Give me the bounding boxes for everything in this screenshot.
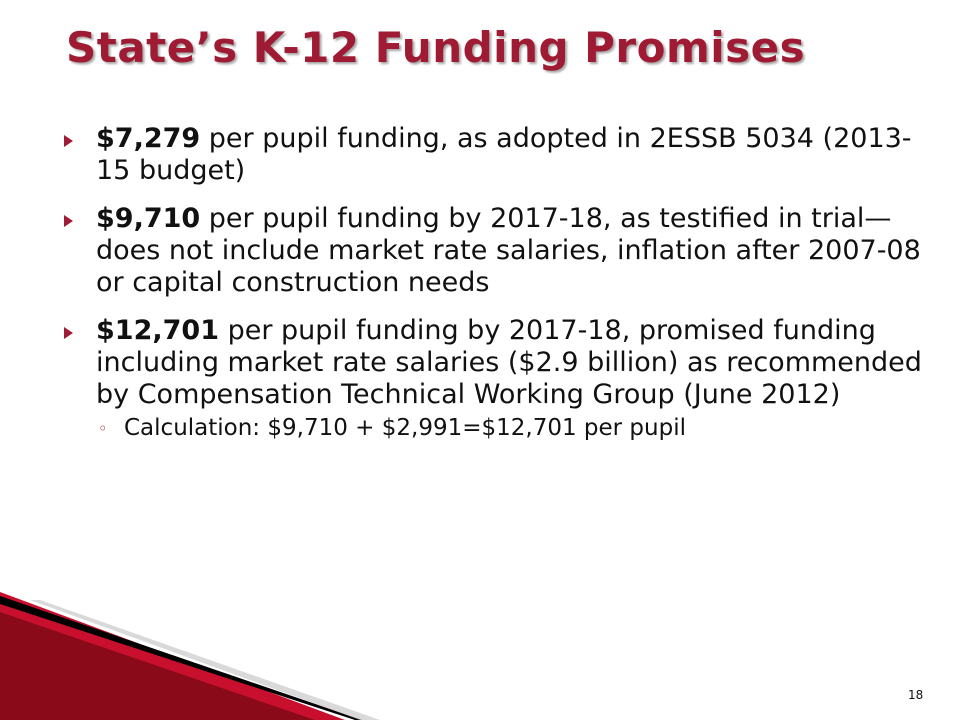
bullet-text: per pupil funding by 2017-18, as testified in trial—does not include market rate salaries, inflation after 2007-08 or capital construction needs: [96, 203, 921, 298]
bullet-list: [64, 123, 924, 459]
bullet-text: per pupil funding, as adopted in 2ESSB 5034 (2013-15 budget): [96, 123, 912, 186]
bullet-amount: $12,701: [96, 315, 219, 346]
sub-bullet-text: Calculation: $9,710 + $2,991=$12,701 per pupil: [124, 415, 686, 441]
slide-title: State’s K-12 Funding Promises: [66, 23, 806, 72]
bullet-item: [64, 315, 924, 443]
bullet-triangle-icon: [64, 135, 73, 147]
slide-number: 18: [908, 688, 924, 702]
sub-bullet-item: [98, 413, 924, 443]
bullet-item: [64, 203, 924, 299]
bullet-text: per pupil funding by 2017-18, promised funding including market rate salaries ($2.9 billion) as recommended by Compensation Technical Working Group (June 2012): [96, 315, 922, 410]
bullet-item: [64, 123, 924, 187]
bullet-amount: $9,710: [96, 203, 201, 234]
bullet-triangle-icon: [64, 215, 73, 227]
bullet-triangle-icon: [64, 327, 73, 339]
bullet-amount: $7,279: [96, 123, 201, 154]
sub-bullet-circle-icon: ◦: [98, 419, 108, 438]
